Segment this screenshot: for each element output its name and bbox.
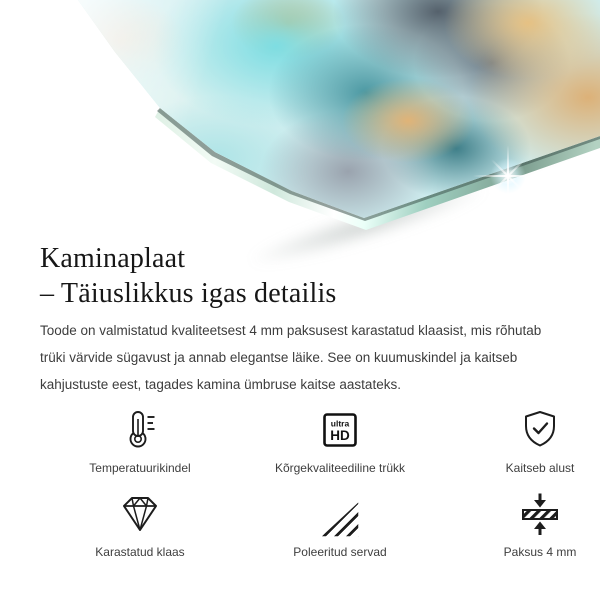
product-content xyxy=(0,241,600,560)
feature-label: Karastatud klaas xyxy=(95,545,185,559)
feature-protects-base xyxy=(440,407,600,476)
feature-label: Paksus 4 mm xyxy=(503,545,577,559)
shield-check-icon xyxy=(517,407,563,453)
ultra-hd-icon xyxy=(317,407,363,453)
feature-label: Temperatuurikindel xyxy=(89,461,191,475)
feature-label: Poleeritud servad xyxy=(293,545,387,559)
features-grid xyxy=(40,407,577,560)
page-title-line2: – Täiuslikkus igas detailis xyxy=(40,278,337,309)
feature-polished-edges xyxy=(240,491,440,560)
svg-text:HD: HD xyxy=(330,428,350,443)
feature-temperature xyxy=(40,407,240,476)
polished-edges-icon xyxy=(321,491,359,537)
feature-tempered-glass xyxy=(40,491,240,560)
product-photo xyxy=(0,0,600,232)
feature-thickness xyxy=(440,491,600,560)
thickness-icon xyxy=(517,491,563,537)
feature-print-quality xyxy=(240,407,440,476)
diamond-icon xyxy=(117,491,163,537)
feature-label: Kaitseb alust xyxy=(505,461,575,475)
svg-text:ultra: ultra xyxy=(330,418,350,429)
thermometer-icon xyxy=(117,407,163,453)
page-title-line1: Kaminaplaat xyxy=(40,243,186,274)
feature-label: Kõrgekvaliteediline trükk xyxy=(274,461,406,475)
product-description: Toode on valmistatud kvaliteetsest 4 mm paksusest karastatud klaasist, mis rõhutab trüki värvide sügavust ja annab elegantse läike. See on kuumuskindel ja kaitseb kahjustuste eest, tagades kamina ümbruse kaitse aastateks. xyxy=(40,323,542,392)
